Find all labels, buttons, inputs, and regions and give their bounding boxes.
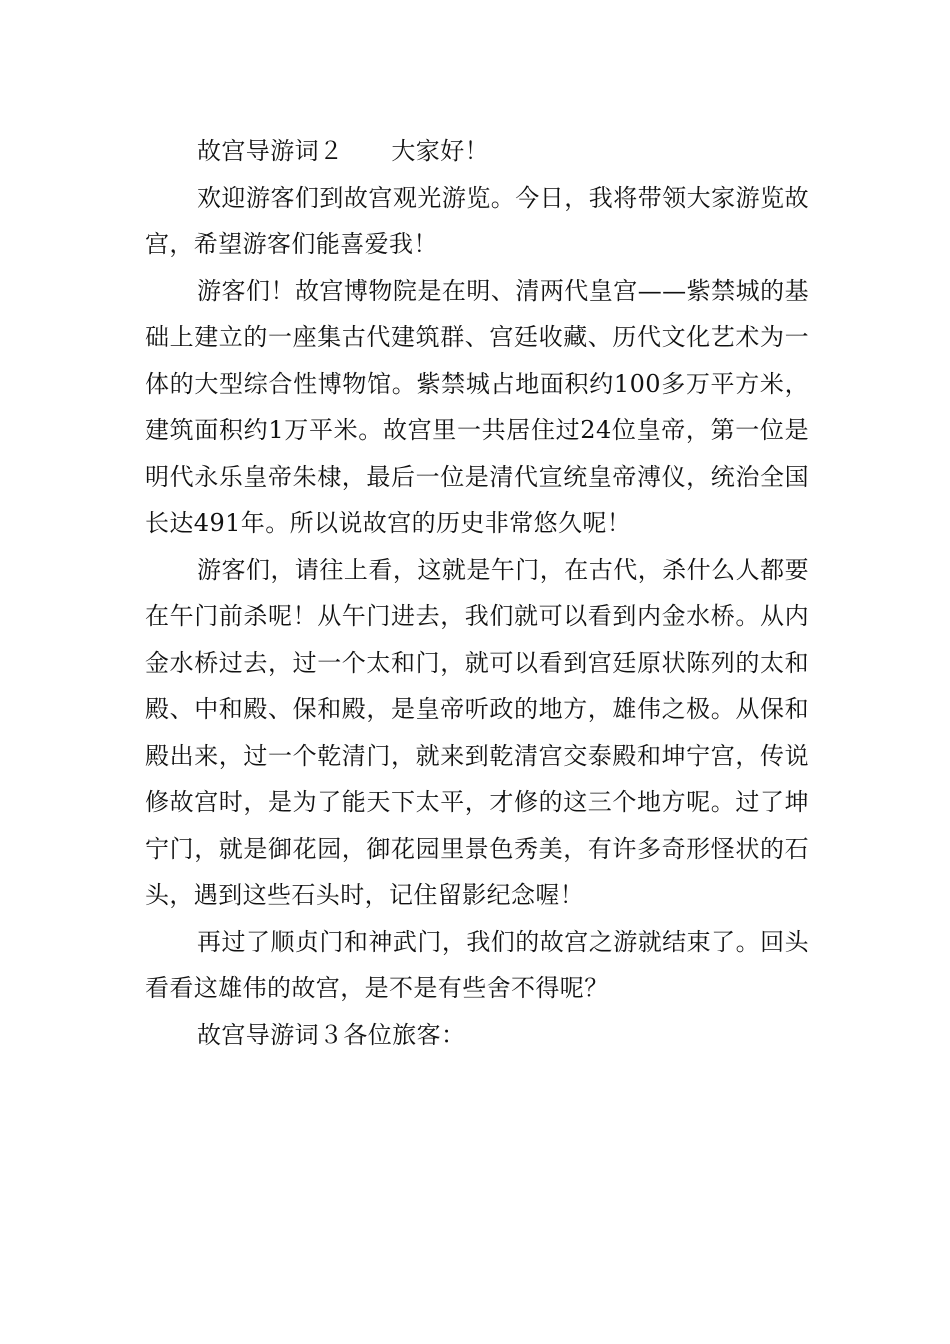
greeting-text: 大家好！ [391, 137, 490, 165]
paragraph-museum-history: 游客们！故宫博物院是在明、清两代皇宫——紫禁城的基础上建立的一座集古代建筑群、宫廷收藏、历代文化艺术为一体的大型综合性博物馆。紫禁城占地面积约100多万平方米，建筑面积约1万平米。故宫里一共居住过24位皇帝，第一位是明代永乐皇帝朱棣，最后一位是清代宣统皇帝溥仪，统治全国长达491年。所以说故宫的历史非常悠久呢！ [145, 276, 809, 537]
paragraph-farewell: 再过了顺贞门和神武门，我们的故宫之游就结束了。回头看看这雄伟的故宫，是不是有些舍不得呢？ [145, 927, 809, 1002]
paragraph-section-3-start: 故宫导游词３各位旅客： [197, 1020, 466, 1049]
paragraph-greeting [145, 128, 809, 175]
document-body [145, 128, 809, 1058]
section-heading-2: 故宫导游词２ [197, 137, 344, 165]
paragraph-tour-route: 游客们，请往上看，这就是午门，在古代，杀什么人都要在午门前杀呢！从午门进去，我们就可以看到内金水桥。从内金水桥过去，过一个太和门，就可以看到宫廷原状陈列的太和殿、中和殿、保和殿，是皇帝听政的地方，雄伟之极。从保和殿出来，过一个乾清门，就来到乾清宫交泰殿和坤宁宫，传说修故宫时，是为了能天下太平，才修的这三个地方呢。过了坤宁门，就是御花园，御花园里景色秀美，有许多奇形怪状的石头，遇到这些石头时，记住留影纪念喔！ [145, 555, 809, 909]
paragraph-welcome: 欢迎游客们到故宫观光游览。今日，我将带领大家游览故宫，希望游客们能喜爱我！ [145, 183, 809, 258]
